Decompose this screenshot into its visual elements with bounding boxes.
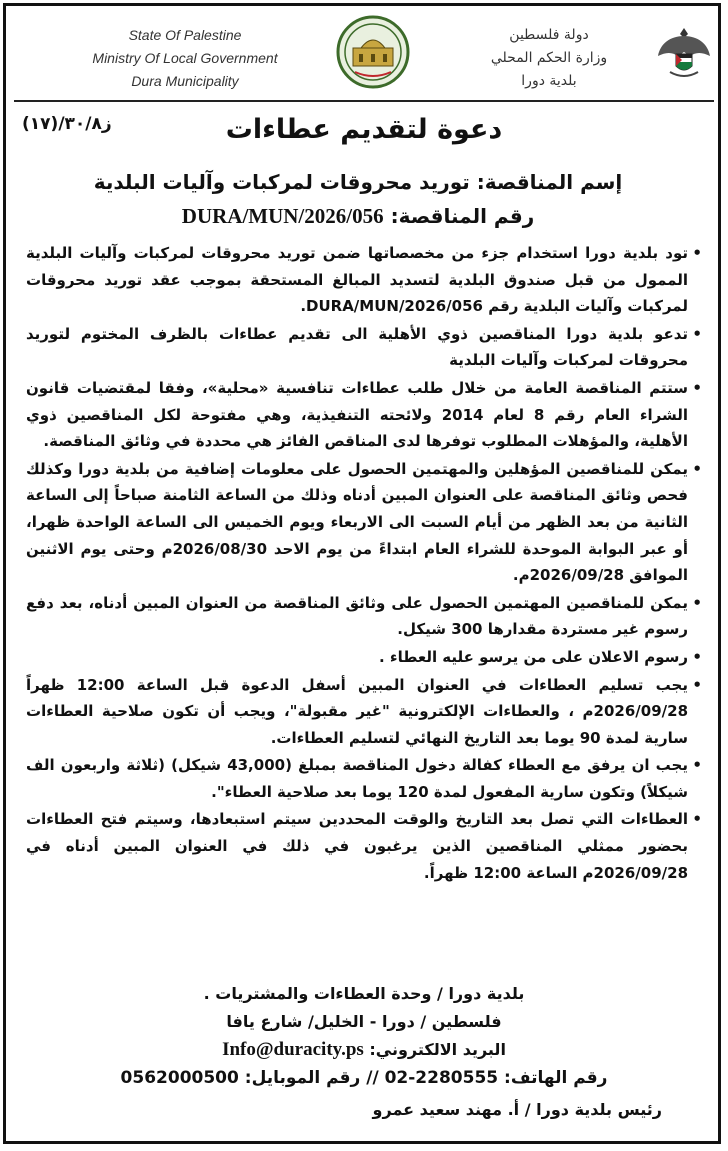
list-item: • يمكن للمناقصين المهتمين الحصول على وثائق المناقصة من العنوان المبين أدناه، بعد دفع رسوم غير مستردة مقدارها 300 شيكل. — [26, 590, 688, 643]
email-link[interactable]: Info@duracity.ps — [222, 1039, 364, 1060]
page-title: دعوة لتقديم عطاءات — [225, 114, 503, 145]
phone-number: 02-2280555 — [384, 1068, 499, 1088]
list-item: • العطاءات التي تصل بعد التاريخ والوقت المحددين سيتم استبعادها، وسيتم فتح العطاءات بحضور ممثلي المناقصين الذين يرغبون في ذلك في العنوان المبين أدناه في 2026/09/28م الساعة 12:00 ظهراً. — [26, 806, 688, 886]
contact-address: فلسطين / دورا - الخليل/ شارع يافا — [226, 1012, 502, 1031]
list-item: • يجب ان يرفق مع العطاء كفالة دخول المناقصة بمبلغ (43,000 شيكل) (ثلاثة واربعون الف شيكلاً) وتكون سارية المفعول لمدة 120 يوما بعد صلاحية العطاء". — [26, 752, 688, 805]
contact-phone-row — [40, 1064, 688, 1092]
list-item: • تدعو بلدية دورا المناقصين ذوي الأهلية الى تقديم عطاءات بالظرف المختوم لتوريد محروقات لمركبات وآليات البلدية — [26, 321, 688, 374]
english-header — [50, 24, 320, 93]
letterhead — [10, 10, 716, 96]
ministry-name-en: Ministry Of Local Government — [92, 50, 278, 66]
arabic-header — [444, 24, 654, 93]
contact-office: بلدية دورا / وحدة العطاءات والمشتريات . — [203, 984, 525, 1003]
phone-label: رقم الهاتف: — [504, 1068, 608, 1088]
municipality-name-ar: بلدية دورا — [521, 73, 577, 89]
tender-number-label: رقم المناقصة: — [390, 204, 535, 228]
state-name-ar: دولة فلسطين — [509, 27, 589, 43]
contact-block — [40, 980, 688, 1092]
tender-number — [18, 204, 698, 229]
signature-line: رئيس بلدية دورا / أ. مهند سعيد عمرو — [372, 1100, 662, 1119]
email-label: البريد الالكتروني: — [369, 1040, 506, 1059]
ministry-name-ar: وزارة الحكم المحلي — [490, 50, 608, 66]
tender-name: إسم المناقصة: توريد محروقات لمركبات وآليات البلدية — [93, 170, 623, 194]
list-item: • رسوم الاعلان على من يرسو عليه العطاء . — [26, 644, 688, 671]
municipality-name-en: Dura Municipality — [131, 73, 239, 89]
tender-conditions — [26, 240, 702, 887]
contact-email-row — [40, 1036, 688, 1064]
list-item: • يمكن للمناقصين المؤهلين والمهتمين الحصول على معلومات إضافية من بلدية دورا وكذلك فحص وثائق المناقصة على العنوان المبين أدناه وذلك من الساعة الثامنة صباحاً إلى الساعة الثانية من بعد الظهر من أيام السبت الى الاربعاء ويوم الخميس الى الساعة الواحدة ظهرا، أو عبر البوابة الموحدة للشراء العام ابتداءً من يوم الاحد 2026/08/30م وحتى يوم الاثنين الموافق 2026/09/28م. — [26, 456, 688, 589]
mobile-label: رقم الموبايل: — [244, 1068, 361, 1088]
phone-separator: // — [366, 1068, 379, 1088]
reference-number: ز٣٠/٨/(١٧) — [22, 114, 112, 134]
conditions-list — [26, 240, 702, 886]
dura-municipality-seal-icon — [335, 14, 411, 90]
list-item: • ستتم المناقصة العامة من خلال طلب عطاءات تنافسية «محلية»، وفقا لمقتضيات قانون الشراء العام رقم 8 لعام 2014 ولائحته التنفيذية، وهي مفتوحة لكل المناقصين ذوي الأهلية، والمؤهلات المطلوب توفرها لدى المناقص الفائز هي محددة في وثائق المناقصة. — [26, 375, 688, 455]
list-item: • تود بلدية دورا استخدام جزء من مخصصاتها ضمن توريد محروقات لمركبات وآليات البلدية الممول من قبل صندوق البلدية لتسديد المبالغ المستحقة بموجب عقد توريد محروقات لمركبات وآليات البلدية رقم DURA/MUN/2026/056. — [26, 240, 688, 320]
state-name-en: State Of Palestine — [128, 27, 242, 43]
header-divider — [14, 100, 714, 102]
list-item: • يجب تسليم العطاءات في العنوان المبين أسفل الدعوة قبل الساعة 12:00 ظهراً 2026/09/28م ، والعطاءات الإلكترونية "غير مقبولة"، ويجب أن تكون صلاحية العطاءات سارية لمدة 90 يوما بعد التاريخ النهائي لتسليم العطاءات. — [26, 672, 688, 752]
palestine-eagle-emblem-icon — [656, 22, 712, 86]
tender-number-code: DURA/MUN/2026/056 — [181, 204, 384, 228]
mobile-number: 0562000500 — [120, 1068, 239, 1088]
